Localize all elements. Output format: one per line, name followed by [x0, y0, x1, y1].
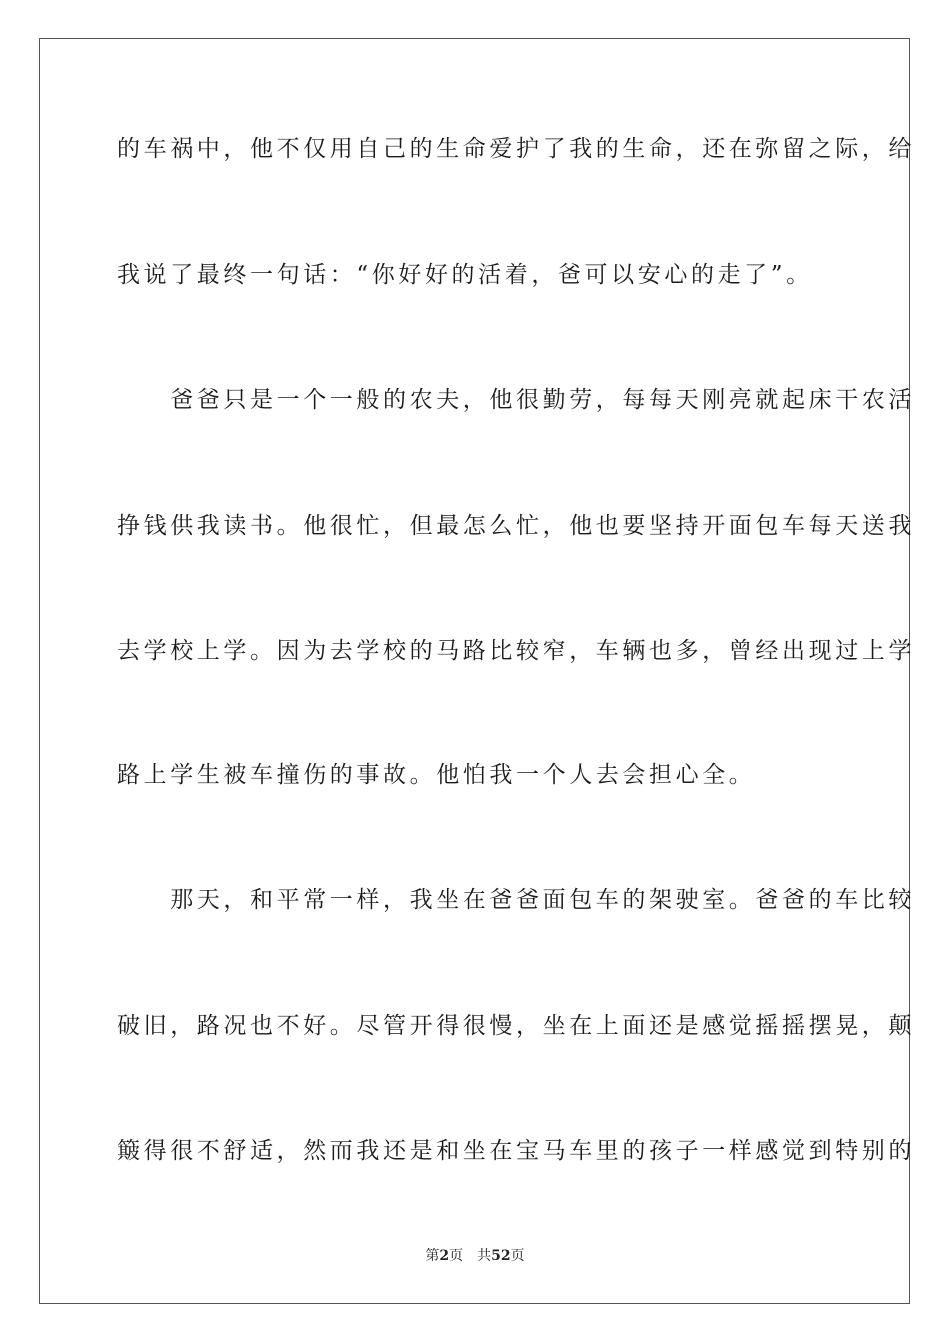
page-prefix: 第 — [425, 1248, 440, 1264]
page-number: 2 — [439, 1248, 450, 1264]
page-footer — [0, 1247, 950, 1265]
page-suffix: 页 — [449, 1248, 464, 1264]
text-line: 路上学生被车撞伤的事故。他怕我一个人去会担心全。 — [117, 762, 756, 788]
text-line: 破旧，路况也不好。尽管开得很慢，坐在上面还是感觉摇摇摆晃，颠 — [117, 1013, 915, 1039]
text-line: 簸得很不舒适，然而我还是和坐在宝马车里的孩子一样感觉到特别的 — [117, 1138, 915, 1164]
page-border — [39, 38, 915, 1304]
text-line: 我说了最终一句话：“你好好的活着，爸可以安心的走了”。 — [117, 262, 813, 288]
total-suffix: 页 — [510, 1248, 525, 1264]
text-line: 去学校上学。因为去学校的马路比较窄，车辆也多，曾经出现过上学 — [117, 638, 915, 664]
text-line: 的车祸中，他不仅用自己的生命爱护了我的生命，还在弥留之际，给 — [117, 136, 915, 162]
text-line: 挣钱供我读书。他很忙，但最怎么忙，他也要坚持开面包车每天送我 — [117, 513, 915, 539]
total-pages: 52 — [491, 1248, 511, 1264]
total-prefix: 共 — [477, 1248, 492, 1264]
text-line: 爸爸只是一个一般的农夫，他很勤劳，每每天刚亮就起床干农活 — [117, 387, 915, 413]
text-line: 那天，和平常一样，我坐在爸爸面包车的架驶室。爸爸的车比较 — [117, 887, 915, 913]
